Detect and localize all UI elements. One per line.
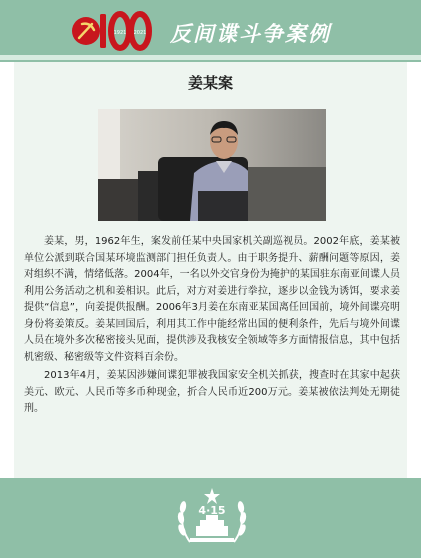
photo-illustration xyxy=(98,109,326,221)
case-body xyxy=(24,234,400,420)
national-security-day-badge-icon xyxy=(170,486,254,552)
header-banner xyxy=(0,0,421,62)
content-panel xyxy=(14,62,407,478)
header-divider xyxy=(0,55,421,60)
emblem-year-start: 1921 xyxy=(113,30,127,36)
series-title: 反间谍斗争案例 xyxy=(170,22,331,46)
emblem-year-end: 2021 xyxy=(133,30,147,36)
centenary-emblem-icon xyxy=(70,8,152,54)
badge-date-text: 4·15 xyxy=(198,504,226,517)
case-paragraph: 2013年4月，姜某因涉嫌间谍犯罪被我国家安全机关抓获，搜查时在其家中起获美元、欧元、人民币等多币种现金，折合人民币近200万元。姜某被依法判处无期徒刑。 xyxy=(24,370,400,414)
case-title: 姜某案 xyxy=(187,74,233,92)
case-paragraph: 姜某，男，1962年生，案发前任某中央国家机关副巡视员。2002年底，姜某被单位公派到联合国某环境监测部门担任负责人。由于职务提升、薪酬问题等原因，姜对组织不满，情绪低落。2004年，一名以外交官身份为掩护的某国驻东南亚间谍人员利用公务活动之机和姜相识。此后，对方对姜进行拳拉，逐步以金钱为诱饵，要求姜提供“信息”，向姜提供报酬。2006年3月姜在东南亚某国离任回国前，境外间谍亮明身份将姜策反。姜某回国后，利用其工作中能经常出国的便利条件，先后与境外间谍人员在境外多次秘密接头见面，提供涉及我核安全领域等多方面情报信息，其中包括机密级、秘密级等文件资料百余份。 xyxy=(24,236,400,363)
footer-banner xyxy=(0,478,421,558)
case-photo xyxy=(98,109,326,221)
